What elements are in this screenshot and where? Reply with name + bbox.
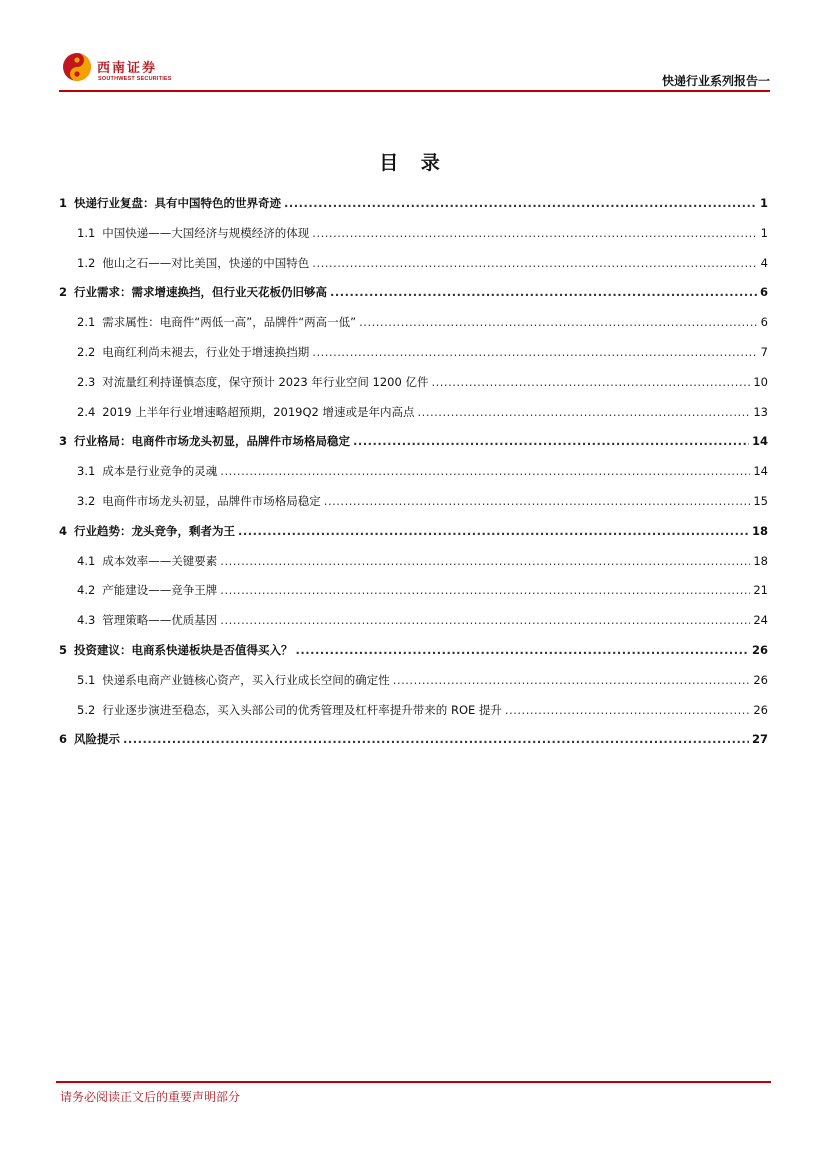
toc-entry-page: 24 <box>753 613 768 628</box>
toc-dot-leader <box>353 432 749 450</box>
toc-entry[interactable] <box>77 611 768 629</box>
toc-dot-leader <box>296 641 749 659</box>
toc-entry[interactable] <box>77 462 768 480</box>
toc-entry[interactable] <box>77 373 768 391</box>
toc-entry[interactable] <box>77 313 768 331</box>
toc-entry-title: 需求属性：电商件“两低一高”，品牌件“两高一低” <box>102 315 357 330</box>
toc-entry-title: 行业需求：需求增速换挡，但行业天花板仍旧够高 <box>74 285 328 300</box>
toc-dot-leader <box>431 373 750 391</box>
toc-entry[interactable] <box>77 403 768 421</box>
toc-dot-leader <box>505 701 750 719</box>
toc-entry-number: 1 <box>59 196 68 210</box>
toc-entry-page: 26 <box>753 672 768 687</box>
toc-entry-number: 5 <box>59 643 68 657</box>
toc-entry-title: 行业格局：电商件市场龙头初显，品牌件市场格局稳定 <box>74 434 351 449</box>
toc-entry-title: 电商件市场龙头初显，品牌件市场格局稳定 <box>102 494 321 508</box>
toc-heading: 目 录 <box>379 152 448 174</box>
footer-divider <box>56 1081 771 1083</box>
toc-entry-number: 1.1 <box>77 225 96 240</box>
toc-entry-title: 行业逐步演进至稳态，买入头部公司的优秀管理及杠杆率提升带来的 ROE 提升 <box>102 702 502 717</box>
toc-entry-page: 18 <box>753 553 768 568</box>
toc-entry-number: 5.1 <box>77 672 96 687</box>
toc-entry[interactable] <box>77 701 768 719</box>
toc-dot-leader <box>312 224 757 242</box>
toc-entry-title: 投资建议：电商系快递板块是否值得买入？ <box>74 643 293 657</box>
toc-entry-title: 中国快递——大国经济与规模经济的体现 <box>102 225 310 240</box>
toc-entry-number: 4.3 <box>77 613 96 628</box>
toc-entry-number: 4.1 <box>77 553 96 568</box>
toc-entry-number: 1.2 <box>77 255 96 270</box>
toc-dot-leader <box>220 462 750 480</box>
report-series-title: 快递行业系列报告一 <box>661 74 770 88</box>
toc-dot-leader <box>324 492 751 510</box>
toc-entry-title: 行业趋势：龙头竞争，剩者为王 <box>74 523 236 538</box>
page-header <box>59 46 770 92</box>
toc-entry-number: 4.2 <box>77 583 96 598</box>
toc-entry-number: 3.2 <box>77 494 96 508</box>
toc-entry-number: 2 <box>59 285 68 300</box>
toc-entry[interactable] <box>59 283 768 301</box>
toc-entry-title: 成本效率——关键要素 <box>102 553 218 568</box>
toc-dot-leader <box>220 611 750 629</box>
toc-entry[interactable] <box>59 730 768 748</box>
toc-entry[interactable] <box>59 522 768 540</box>
toc-dot-leader <box>123 730 749 748</box>
toc-entry-number: 5.2 <box>77 702 96 717</box>
toc-entry-page: 7 <box>760 345 768 359</box>
toc-entry[interactable] <box>59 194 768 212</box>
toc-entry-title: 产能建设——竞争王牌 <box>102 583 218 598</box>
toc-entry[interactable] <box>77 224 768 242</box>
toc-entry-page: 4 <box>760 255 768 270</box>
toc-entry-number: 2.1 <box>77 315 96 330</box>
toc-entry[interactable] <box>77 581 768 599</box>
toc-dot-leader <box>312 343 757 361</box>
toc-entry-page: 1 <box>759 196 768 210</box>
toc-entry[interactable] <box>77 552 768 570</box>
toc-entry[interactable] <box>77 671 768 689</box>
toc-entry-page: 10 <box>753 374 768 389</box>
toc-entry-page: 6 <box>759 285 768 300</box>
toc-entry-page: 18 <box>751 523 768 538</box>
toc-dot-leader <box>284 194 757 212</box>
toc-entry-title: 电商红利尚未褪去，行业处于增速换挡期 <box>102 345 310 359</box>
toc-entry-title: 快递系电商产业链核心资产，买入行业成长空间的确定性 <box>102 672 390 687</box>
toc-entry[interactable] <box>77 343 768 361</box>
toc-entry-page: 15 <box>753 494 768 508</box>
toc-dot-leader <box>418 403 751 421</box>
header-divider <box>59 90 770 92</box>
toc-entry-page: 1 <box>760 225 768 240</box>
toc-entry-page: 14 <box>751 434 768 449</box>
logo-chinese-name: 西南证券 <box>97 61 158 76</box>
toc-entry-page: 27 <box>751 732 768 747</box>
toc-entry-number: 4 <box>59 523 68 538</box>
toc-entry-title: 2019 上半年行业增速略超预期，2019Q2 增速或是年内高点 <box>102 404 415 419</box>
toc-entry-page: 26 <box>753 702 768 717</box>
toc-entry-page: 14 <box>753 464 768 479</box>
toc-dot-leader <box>220 552 750 570</box>
company-logo <box>59 49 179 85</box>
toc-entry-page: 6 <box>760 315 768 330</box>
toc-entry-title: 对流量红利持谨慎态度，保守预计 2023 年行业空间 1200 亿件 <box>102 374 429 389</box>
toc-dot-leader <box>220 581 750 599</box>
toc-dot-leader <box>393 671 751 689</box>
toc-entry-title: 他山之石——对比美国，快递的中国特色 <box>102 255 310 270</box>
toc-entry[interactable] <box>59 432 768 450</box>
toc-entry-number: 3.1 <box>77 464 96 479</box>
toc-entry-page: 26 <box>751 643 768 657</box>
toc-entry-title: 风险提示 <box>74 732 121 747</box>
toc-entry-number: 2.2 <box>77 345 96 359</box>
toc-entry-title: 快递行业复盘：具有中国特色的世界奇迹 <box>74 196 282 210</box>
toc-entry-title: 成本是行业竞争的灵魂 <box>102 464 218 479</box>
toc-entry-number: 2.4 <box>77 404 96 419</box>
toc-dot-leader <box>238 522 749 540</box>
logo-english-name: SOUTHWEST SECURITIES <box>98 76 172 82</box>
toc-entry-number: 3 <box>59 434 68 449</box>
toc-entry[interactable] <box>59 641 768 659</box>
toc-dot-leader <box>359 313 758 331</box>
toc-dot-leader <box>312 254 757 272</box>
footer-disclaimer: 请务必阅读正文后的重要声明部分 <box>60 1090 241 1104</box>
toc-entry[interactable] <box>77 254 768 272</box>
toc-entry[interactable] <box>77 492 768 510</box>
toc-entry-page: 13 <box>753 404 768 419</box>
toc-entry-page: 21 <box>753 583 768 598</box>
toc-entry-number: 2.3 <box>77 374 96 389</box>
toc-entry-title: 管理策略——优质基因 <box>102 613 218 628</box>
toc-entry-number: 6 <box>59 732 68 747</box>
toc-dot-leader <box>330 283 757 301</box>
southwest-securities-logo-icon <box>62 52 92 82</box>
